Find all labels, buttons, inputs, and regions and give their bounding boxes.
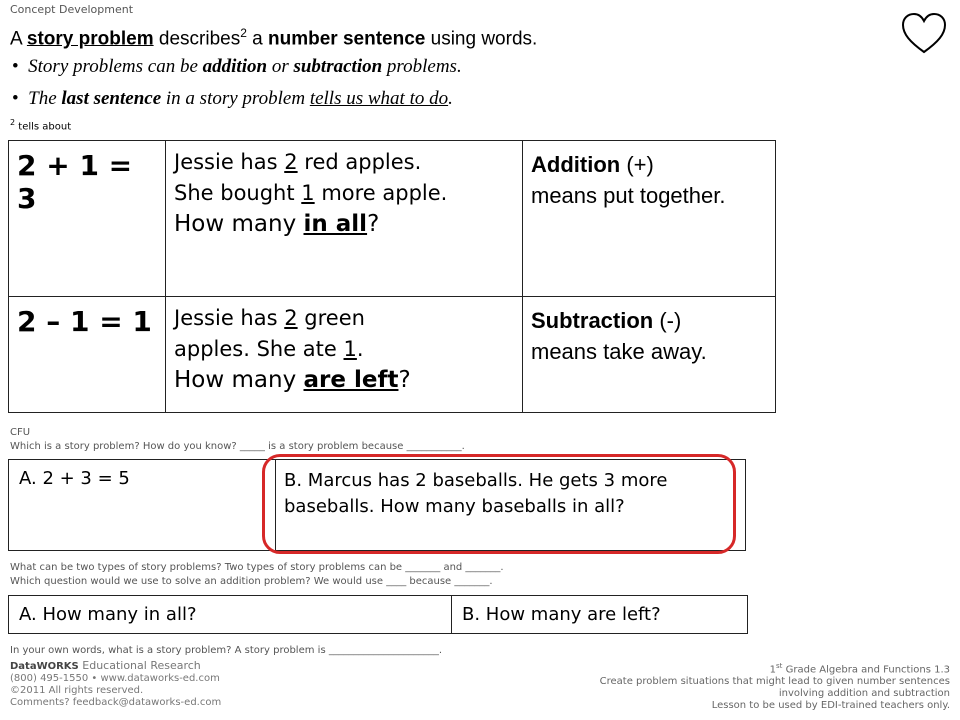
bullet-1: • Story problems can be addition or subtraction problems. xyxy=(12,56,462,77)
cfu-question: Which is a story problem? How do you know? _____ is a story problem because ___________. xyxy=(10,441,465,452)
bullet-2: • The last sentence in a story problem tells us what to do. xyxy=(12,88,453,109)
table-row xyxy=(9,297,776,413)
cfu-label: CFU xyxy=(10,427,31,438)
cfu-question-3: Which question would we use to solve an addition problem? We would use ____ because _______. xyxy=(10,576,493,587)
equation-cell: 2 – 1 = 1 xyxy=(9,297,166,413)
story-cell: Jessie has 2 green apples. She ate 1. How many are left? xyxy=(166,297,523,413)
cfu-question-2: What can be two types of story problems? Two types of story problems can be _______ and _______. xyxy=(10,562,504,573)
section-label: Concept Development xyxy=(10,3,134,16)
examples-table xyxy=(8,140,776,413)
rule-cell: Subtraction (-) means take away. xyxy=(523,297,776,413)
table-row xyxy=(9,141,776,297)
footer-left: DataWORKS Educational Research (800) 495-1550 • www.dataworks-ed.com ©2011 All rights reserved. Comments? feedback@dataworks-ed.com xyxy=(10,659,222,708)
story-cell: Jessie has 2 red apples. She bought 1 more apple. How many in all? xyxy=(166,141,523,297)
definition-line: A story problem describes$^2$ a number sentence using words. xyxy=(10,26,538,50)
option-in-all[interactable]: A. How many in all? xyxy=(9,596,452,634)
cfu-question-4: In your own words, what is a story problem? A story problem is ______________________. xyxy=(10,645,443,656)
option-a[interactable]: A. 2 + 3 = 5 xyxy=(9,460,276,551)
cfu-options-2 xyxy=(8,595,748,634)
footer-right: 1st Grade Algebra and Functions 1.3 Create problem situations that might lead to given number sentences involving addition and subtraction Lesson to be used by EDI-trained teachers only. xyxy=(599,662,950,712)
option-are-left[interactable]: B. How many are left? xyxy=(452,596,748,634)
footnote: $^2$ tells about xyxy=(10,118,72,133)
highlight-circle xyxy=(262,454,736,554)
option-b[interactable]: B. Marcus has 2 baseballs. He gets 3 more baseballs. How many baseballs in all? xyxy=(276,460,746,551)
equation-cell: 2 + 1 = 3 xyxy=(9,141,166,297)
heart-icon xyxy=(900,12,948,56)
rule-cell: Addition (+) means put together. xyxy=(523,141,776,297)
